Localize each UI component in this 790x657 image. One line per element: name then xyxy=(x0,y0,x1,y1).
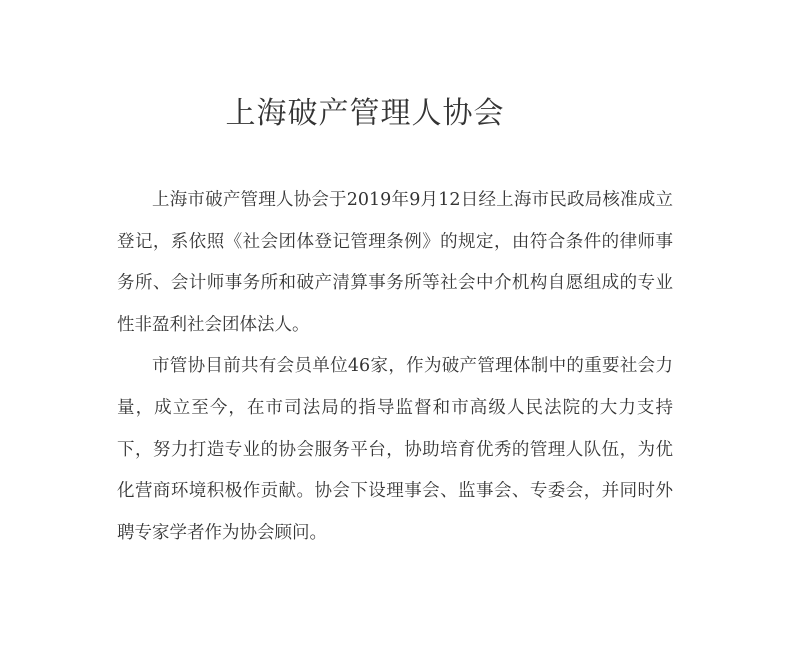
paragraph-members: 市管协目前共有会员单位46家，作为破产管理体制中的重要社会力量，成立至今，在市司法局的指导监督和市高级人民法院的大力支持下，努力打造专业的协会服务平台，协助培育优秀的管理人队伍，为优化营商环境积极作贡献。协会下设理事会、监事会、专委会，并同时外聘专家学者作为协会顾问。 xyxy=(117,356,673,543)
paragraph-intro: 上海市破产管理人协会于2019年9月12日经上海市民政局核准成立登记，系依照《社会团体登记管理条例》的规定，由符合条件的律师事务所、会计师事务所和破产清算事务所等社会中介机构自愿组成的专业性非盈利社会团体法人。 xyxy=(117,190,673,335)
document-body xyxy=(117,180,673,554)
page-title: 上海破产管理人协会 xyxy=(225,96,505,131)
